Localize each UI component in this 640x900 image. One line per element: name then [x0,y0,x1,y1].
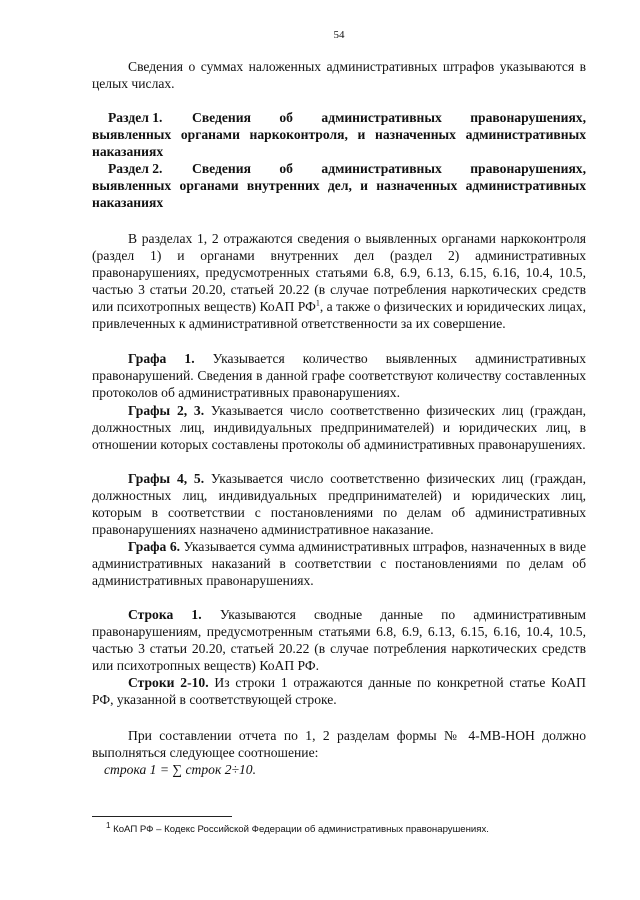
footnote-number: 1 [106,820,111,830]
column-4-5-text: Указывается число соответственно физических лиц (граждан, должностных лиц, индивидуальных предпринимателей) и юридических лиц, которым в соответствии с постановлениями по делам об административных правонарушениях назначено административное наказание. [92,471,587,537]
column-2-3-text: Указывается число соответственно физических лиц (граждан, должностных лиц, индивидуальных предпринимателей) и юридических лиц, в отношении которых составлены протоколы об административных правонарушениях. [92,403,587,452]
ratio-intro: При составлении отчета по 1, 2 разделам формы № 4-МВ-НОН должно выполняться следующее соотношение: [92,728,586,760]
section-2-title: Сведения об административных правонарушениях, выявленных органами внутренних дел, и назначенных административных наказаниях [92,161,586,210]
rows-2-10-text: Из строки 1 отражаются данные по конкретной статье КоАП РФ, указанной в соответствующей строке. [92,675,587,707]
column-6-paragraph [92,538,586,589]
page-number: 54 [333,29,345,41]
column-1-text: Указывается количество выявленных административных правонарушений. Сведения в данной графе соответствуют количеству составленных протоколов об административных правонарушениях. [92,351,586,400]
column-6-text: Указывается сумма административных штрафов, назначенных в виде административных наказаний в соответствии с постановлениями по делам об административных правонарушениях. [92,539,586,588]
rows-2-10-label: Строки 2-10. [128,675,209,690]
column-4-5-label: Графы 4, 5. [128,471,205,486]
section-2-heading [92,160,586,211]
column-1-paragraph [92,350,586,401]
row-1-text: Указываются сводные данные по административным правонарушениям, предусмотренным статьями 6.8, 6.9, 6.13, 6.15, 6.16, 10.4, 10.5, частью 3 статьи 20.20, статьей 20.22 (в случае потребления наркотических средств или психотропных веществ) КоАП РФ. [92,607,587,673]
column-4-5-paragraph [92,470,586,538]
column-2-3-label: Графы 2, 3. [128,403,205,418]
row-1-paragraph [92,606,586,674]
footnote [92,820,586,836]
column-1-label: Графа 1. [128,351,195,366]
footnote-text: КоАП РФ – Кодекс Российской Федерации об административных правонарушениях. [110,824,489,835]
ratio-formula: строка 1 = ∑ строк 2÷10. [104,762,256,777]
section-1-label: Раздел 1. [108,110,163,125]
intro-paragraph: Сведения о суммах наложенных административных штрафов указываются в целых числах. [92,59,586,91]
sections-text-a: В разделах 1, 2 отражаются сведения о выявленных органами наркоконтроля (раздел 1) и органами внутренних дел (раздел 2) административных правонарушениях, предусмотренных статьями 6.8, 6.9, 6.13, 6.15, 6.16, 10.4, 10.5, частью 3 статьи 20.20, статьей 20.22 (в случае потребления наркотических средств или психотропных веществ) КоАП РФ [92,231,586,314]
sections-description [92,230,586,332]
sections-text-b: , а также о физических и юридических лицах, привлеченных к административной ответственности за их совершение. [92,299,586,331]
section-1-title: Сведения об административных правонарушениях, выявленных органами наркоконтроля, и назначенных административных наказаниях [92,110,586,159]
rows-2-10-paragraph [92,674,586,708]
row-1-label: Строка 1. [128,607,202,622]
column-6-label: Графа 6. [128,539,181,554]
footnote-ref: 1 [315,298,320,308]
footnote-divider [92,816,232,817]
section-2-label: Раздел 2. [108,161,163,176]
section-1-heading [92,109,586,160]
column-2-3-paragraph [92,402,586,453]
